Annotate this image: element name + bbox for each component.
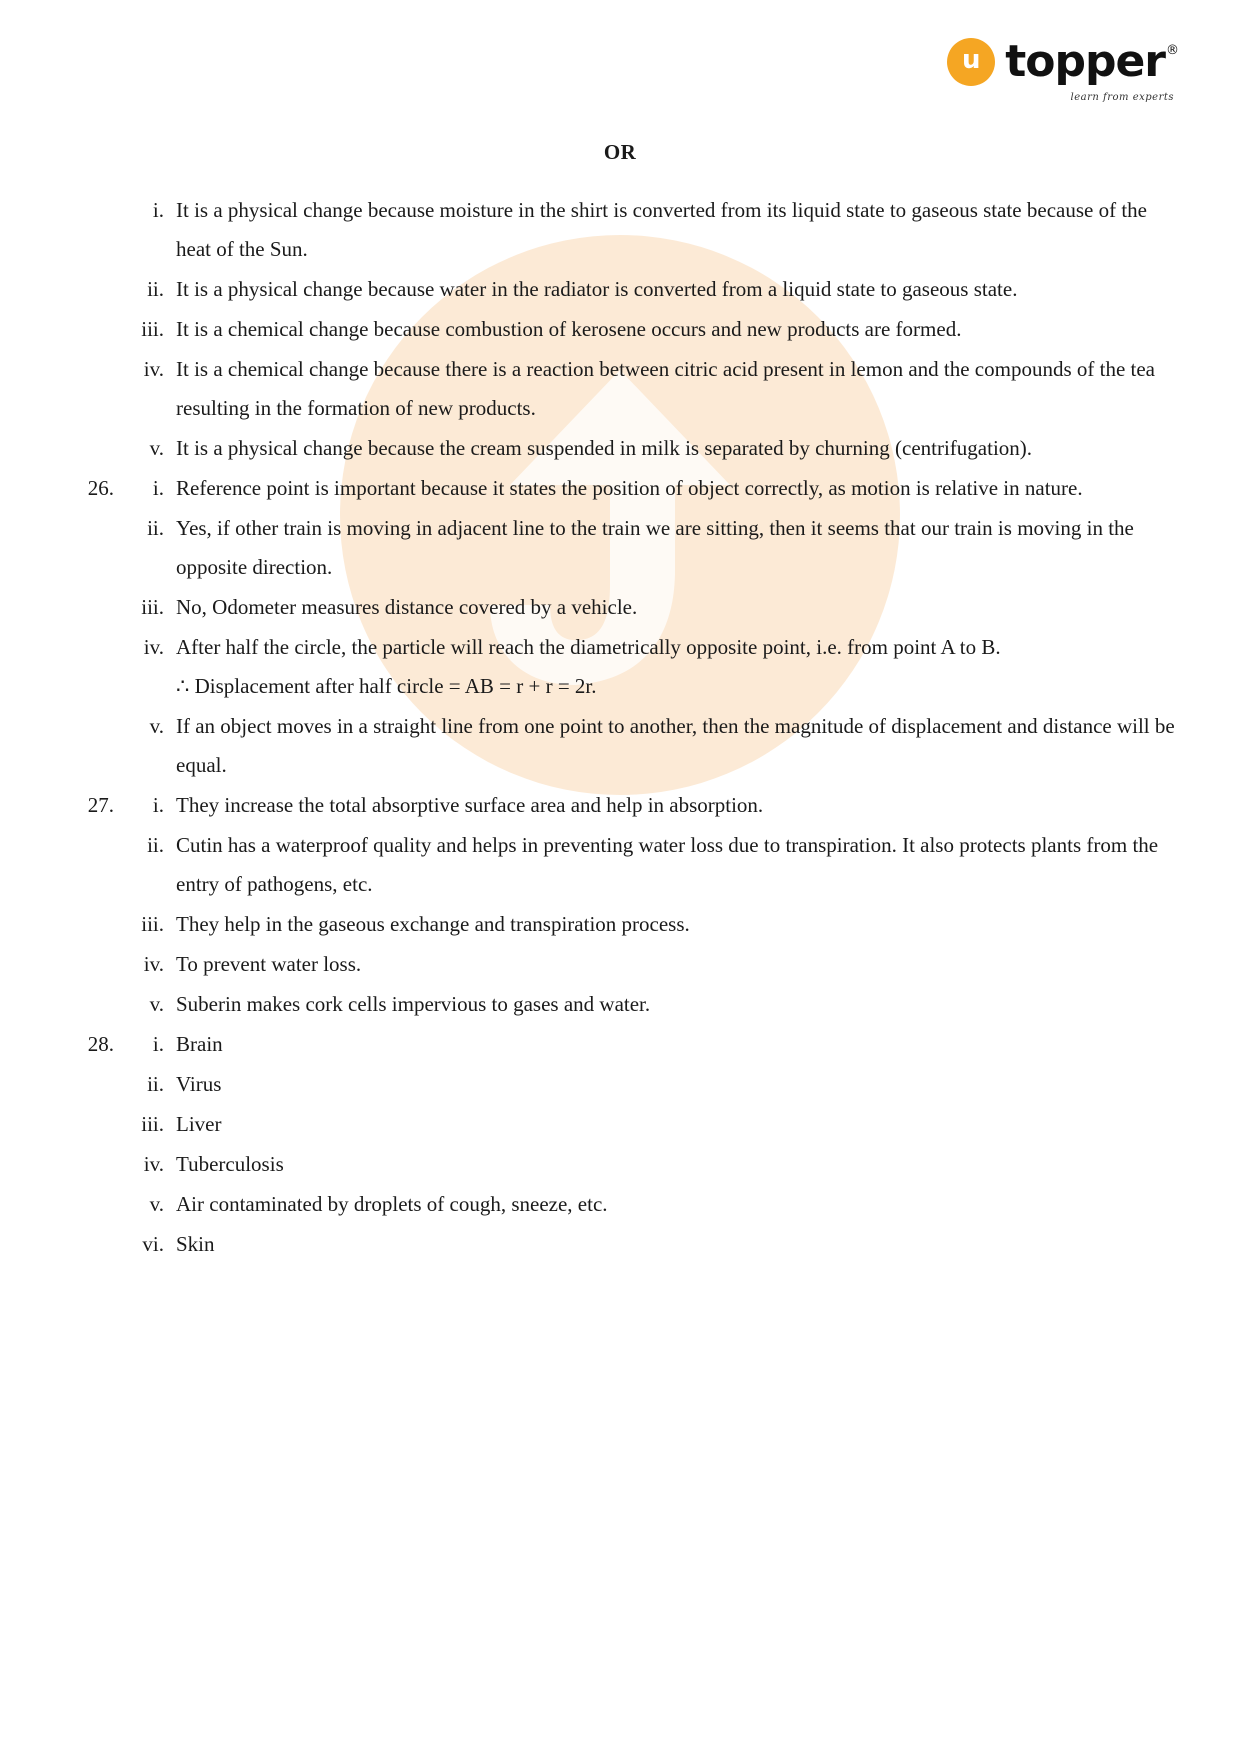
item-text: To prevent water loss. <box>176 952 362 976</box>
list-item <box>124 905 1178 944</box>
answers-list <box>62 191 1178 1265</box>
item-marker: i. <box>152 793 164 817</box>
item-text: It is a physical change because moisture in the shirt is converted from its liquid state to gaseous state because of the heat of the Sun. <box>176 198 1147 261</box>
item-text: If an object moves in a straight line from one point to another, then the magnitude of displacement and distance will be equal. <box>176 714 1175 777</box>
answer-block <box>62 191 1178 469</box>
list-item <box>124 191 1178 269</box>
list-item <box>124 1225 1178 1264</box>
list-item <box>124 1025 1178 1064</box>
list-item <box>124 945 1178 984</box>
list-item <box>124 786 1178 825</box>
item-marker: iii. <box>141 595 164 619</box>
list-item <box>124 1185 1178 1224</box>
question-number: 27. <box>87 793 114 817</box>
item-marker: v. <box>149 1192 164 1216</box>
question-body <box>124 469 1178 786</box>
list-item <box>124 985 1178 1024</box>
item-text: It is a chemical change because combustion of kerosene occurs and new products are formed. <box>176 317 962 341</box>
item-marker: iii. <box>141 1112 164 1136</box>
item-marker: iv. <box>143 1152 164 1176</box>
answer-block <box>62 786 1178 1025</box>
item-marker: v. <box>149 992 164 1016</box>
item-text: Skin <box>176 1232 215 1256</box>
item-marker: i. <box>152 198 164 222</box>
item-text: It is a chemical change because there is a reaction between citric acid present in lemon and the compounds of the tea resulting in the formation of new products. <box>176 357 1156 420</box>
item-text: They increase the total absorptive surface area and help in absorption. <box>176 793 764 817</box>
item-text: They help in the gaseous exchange and transpiration process. <box>176 912 690 936</box>
item-text: Virus <box>176 1072 222 1096</box>
item-text: Brain <box>176 1032 223 1056</box>
item-text: Tuberculosis <box>176 1152 284 1176</box>
logo-tagline: learn from experts <box>1070 92 1174 103</box>
item-text: Reference point is important because it states the position of object correctly, as motion is relative in nature. <box>176 476 1083 500</box>
list-item <box>124 826 1178 904</box>
item-text <box>176 628 1178 706</box>
registered-mark: ® <box>1166 42 1179 58</box>
item-marker: iv. <box>143 635 164 659</box>
item-marker: i. <box>152 1032 164 1056</box>
logo-mark-icon <box>947 38 995 86</box>
item-marker: i. <box>152 476 164 500</box>
item-text: Liver <box>176 1112 222 1136</box>
list-item <box>124 588 1178 627</box>
item-marker: iv. <box>143 952 164 976</box>
list-item <box>124 628 1178 706</box>
item-text: It is a physical change because water in the radiator is converted from a liquid state to gaseous state. <box>176 277 1018 301</box>
item-text-main: After half the circle, the particle will reach the diametrically opposite point, i.e. from point A to B. <box>176 635 1001 659</box>
item-marker: v. <box>149 714 164 738</box>
item-text: Air contaminated by droplets of cough, sneeze, etc. <box>176 1192 608 1216</box>
item-marker: vi. <box>142 1232 164 1256</box>
list-item <box>124 1065 1178 1104</box>
logo-letter: u <box>961 45 981 75</box>
list-item <box>124 429 1178 468</box>
item-marker: ii. <box>147 516 164 540</box>
list-item <box>124 707 1178 785</box>
question-body <box>124 786 1178 1025</box>
list-item <box>124 270 1178 309</box>
question-body <box>124 1025 1178 1265</box>
list-item <box>124 509 1178 587</box>
item-marker: ii. <box>147 277 164 301</box>
item-text-extra: ∴ Displacement after half circle = AB = r + r = 2r. <box>176 674 597 698</box>
list-item <box>124 310 1178 349</box>
list-item <box>124 350 1178 428</box>
answer-block <box>62 1025 1178 1265</box>
list-item <box>124 1105 1178 1144</box>
item-marker: iv. <box>143 357 164 381</box>
item-marker: v. <box>149 436 164 460</box>
item-marker: ii. <box>147 833 164 857</box>
item-text: It is a physical change because the cream suspended in milk is separated by churning (centrifugation). <box>176 436 1033 460</box>
topper-logo <box>947 36 1179 103</box>
item-text: Cutin has a waterproof quality and helps in preventing water loss due to transpiration. It also protects plants from the entry of pathogens, etc. <box>176 833 1159 896</box>
list-item <box>124 1145 1178 1184</box>
question-body <box>124 191 1178 469</box>
logo-wordmark: topper <box>1005 36 1165 87</box>
item-marker: ii. <box>147 1072 164 1096</box>
item-text: No, Odometer measures distance covered by a vehicle. <box>176 595 638 619</box>
question-number: 28. <box>87 1032 114 1056</box>
item-marker: iii. <box>141 912 164 936</box>
item-text: Suberin makes cork cells impervious to gases and water. <box>176 992 651 1016</box>
item-marker: iii. <box>141 317 164 341</box>
or-heading: OR <box>603 140 637 164</box>
item-text: Yes, if other train is moving in adjacent line to the train we are sitting, then it seems that our train is moving in the opposite direction. <box>176 516 1134 579</box>
answer-block <box>62 469 1178 786</box>
list-item <box>124 469 1178 508</box>
question-number: 26. <box>87 476 114 500</box>
